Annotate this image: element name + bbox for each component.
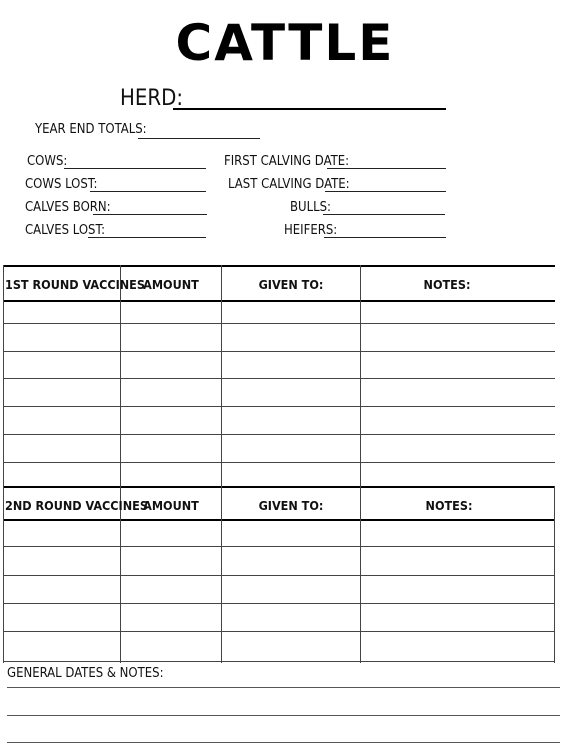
col-header-amount: AMOUNT xyxy=(143,498,199,513)
heifers-line[interactable] xyxy=(324,237,446,238)
table-header-border xyxy=(3,300,555,302)
notes-line[interactable] xyxy=(7,715,560,716)
col-header-vaccines: 1ST ROUND VACCINES xyxy=(5,277,145,292)
cows-label: COWS: xyxy=(27,154,68,169)
table-top-border xyxy=(3,265,555,267)
notes-line[interactable] xyxy=(7,687,560,688)
table-row-line xyxy=(3,378,555,379)
herd-input-line[interactable] xyxy=(173,108,446,110)
table-row-line xyxy=(3,661,555,662)
table-row-line xyxy=(3,434,555,435)
cows-lost-line[interactable] xyxy=(90,191,206,192)
last-calving-date-label: LAST CALVING DATE: xyxy=(228,177,350,192)
col-header-amount: AMOUNT xyxy=(143,277,199,292)
cows-line[interactable] xyxy=(64,168,206,169)
table-row-line xyxy=(3,406,555,407)
second-round-vaccines-table xyxy=(3,486,555,663)
table-col-line xyxy=(120,265,121,487)
herd-label: HERD: xyxy=(120,86,184,111)
table-col-line xyxy=(554,486,555,663)
col-header-given-to: GIVEN TO: xyxy=(258,277,324,292)
col-header-vaccines: 2ND ROUND VACCINES xyxy=(5,498,148,513)
last-calving-date-line[interactable] xyxy=(325,191,446,192)
general-notes-label: GENERAL DATES & NOTES: xyxy=(7,666,164,681)
table-col-line xyxy=(3,486,4,663)
first-calving-date-line[interactable] xyxy=(327,168,446,169)
col-header-notes: NOTES: xyxy=(423,277,471,292)
table-row-line xyxy=(3,323,555,324)
table-header-border xyxy=(3,519,555,521)
table-row-line xyxy=(3,603,555,604)
calves-lost-line[interactable] xyxy=(88,237,206,238)
table-row-line xyxy=(3,631,555,632)
heifers-label: HEIFERS: xyxy=(284,223,338,238)
bulls-line[interactable] xyxy=(323,214,445,215)
first-round-vaccines-table xyxy=(3,265,555,487)
page-title: CATTLE xyxy=(175,14,395,72)
first-calving-date-label: FIRST CALVING DATE: xyxy=(224,154,350,169)
notes-line[interactable] xyxy=(7,742,560,743)
cows-lost-label: COWS LOST: xyxy=(25,177,98,192)
table-row-line xyxy=(3,575,555,576)
table-col-line xyxy=(360,265,361,487)
table-row-line xyxy=(3,462,555,463)
col-header-notes: NOTES: xyxy=(425,498,473,513)
col-header-given-to: GIVEN TO: xyxy=(258,498,324,513)
year-end-totals-label: YEAR END TOTALS: xyxy=(35,122,147,137)
calves-born-label: CALVES BORN: xyxy=(25,200,111,215)
year-end-totals-line[interactable] xyxy=(138,138,260,139)
table-row-line xyxy=(3,351,555,352)
table-col-line xyxy=(221,265,222,487)
table-col-line xyxy=(3,265,4,487)
calves-born-line[interactable] xyxy=(93,214,207,215)
calves-lost-label: CALVES LOST: xyxy=(25,223,106,238)
table-row-line xyxy=(3,546,555,547)
bulls-label: BULLS: xyxy=(290,200,331,215)
table-top-border xyxy=(3,486,555,488)
